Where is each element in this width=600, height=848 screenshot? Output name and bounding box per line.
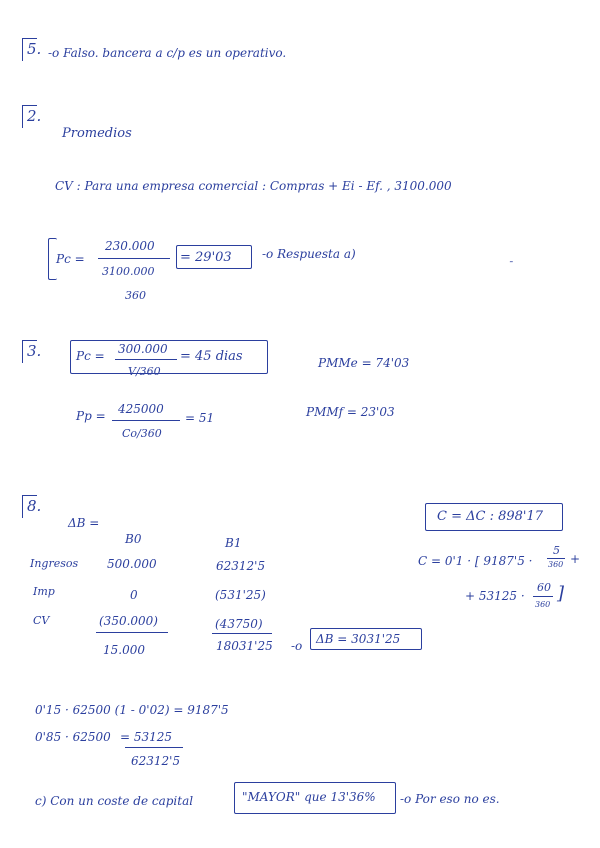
conclusion-suffix: -o Por eso no es. <box>400 792 500 806</box>
section-2-pc-den-top: 3100.000 <box>102 265 155 278</box>
section-2-pc-den-bottom: 360 <box>125 289 146 302</box>
stray-mark: ˉ <box>508 261 513 272</box>
total-arrow: -o <box>291 639 303 653</box>
section-8-number: 8. <box>27 497 42 515</box>
c-frac2-line <box>533 596 553 597</box>
c-frac1-line <box>547 558 565 559</box>
b0-total-line <box>96 632 168 633</box>
section-2-fraction-line <box>98 258 170 259</box>
row-b0-imp: 0 <box>130 588 138 602</box>
conclusion-prefix: c) Con un coste de capital <box>35 794 194 808</box>
section-2-cv-line: CV : Para una empresa comercial : Compras + Ei - Ef. , 3100.000 <box>55 179 452 193</box>
section-5-text: -o Falso. bancera a c/p es un operativo. <box>48 46 287 60</box>
section-2-pc-lhs: Pc = <box>56 252 85 266</box>
row-label-imp: Imp <box>33 585 55 598</box>
section-3-pp-fraction-line <box>112 420 180 421</box>
section-3-pp-numerator: 425000 <box>118 402 164 416</box>
c-frac1-denominator: 360 <box>548 560 564 569</box>
c-frac1-numerator: 5 <box>553 544 560 557</box>
section-3-number: 3. <box>27 342 42 360</box>
section-3-pp-denominator: Co/360 <box>122 427 162 440</box>
section-2-number: 2. <box>27 107 42 125</box>
row-b1-cv: (43750) <box>215 617 263 631</box>
section-3-pc-lhs: Pc = <box>76 349 105 363</box>
section-3-pc-numerator: 300.000 <box>118 342 168 356</box>
section-2-heading: Promedios <box>62 126 132 141</box>
section-5-number: 5. <box>27 40 42 58</box>
row-b1-imp: (531'25) <box>215 588 266 602</box>
calc-line-2-lhs: 0'85 · 62500 <box>35 730 111 744</box>
section-3-pmmf: PMMf = 23'03 <box>306 405 395 419</box>
row-b0-cv: (350.000) <box>99 614 158 628</box>
c-formula-line2: + 53125 · <box>465 589 525 603</box>
section-2-answer-note: -o Respuesta a) <box>262 247 356 261</box>
row-label-cv: CV <box>33 614 50 627</box>
section-2-pc-result: = 29'03 <box>180 250 232 265</box>
total-b0: 15.000 <box>103 643 145 657</box>
section-3-pmme: PMMe = 74'03 <box>318 356 410 370</box>
row-b0-ingresos: 500.000 <box>107 557 157 571</box>
c-formula-line1: C = 0'1 · [ 9187'5 · <box>418 554 533 568</box>
conclusion-boxed-text: "MAYOR" que 13'36% <box>242 790 376 804</box>
total-b1: 18031'25 <box>216 639 273 653</box>
col-header-b0: B0 <box>125 532 142 546</box>
calc-sum-line <box>125 747 183 748</box>
c-frac2-numerator: 60 <box>537 581 551 594</box>
c-bracket-close: ] <box>557 583 565 604</box>
c-plus: + <box>570 552 581 566</box>
c-frac2-denominator: 360 <box>535 600 551 609</box>
section-3-pc-fraction-line <box>115 359 177 360</box>
c-result: C = ΔC : 898'17 <box>437 509 544 524</box>
section-3-pc-denominator: V/360 <box>128 365 161 378</box>
delta-b-result: ΔB = 3031'25 <box>316 632 401 646</box>
section-3-pp-result: = 51 <box>185 411 215 425</box>
section-3-pp-lhs: Pp = <box>76 409 106 423</box>
calc-line-2-rhs: = 53125 <box>120 730 173 744</box>
calc-line-1: 0'15 · 62500 (1 - 0'02) = 9187'5 <box>35 703 229 717</box>
row-label-ingresos: Ingresos <box>30 557 79 570</box>
col-header-b1: B1 <box>225 536 242 550</box>
section-8-delta-b: ΔB = <box>68 516 100 530</box>
calc-sum: 62312'5 <box>131 754 181 768</box>
section-2-pc-numerator: 230.000 <box>105 239 155 253</box>
row-b1-ingresos: 62312'5 <box>216 559 266 573</box>
b1-total-line <box>212 633 272 634</box>
section-3-pc-result: = 45 dias <box>180 349 243 364</box>
